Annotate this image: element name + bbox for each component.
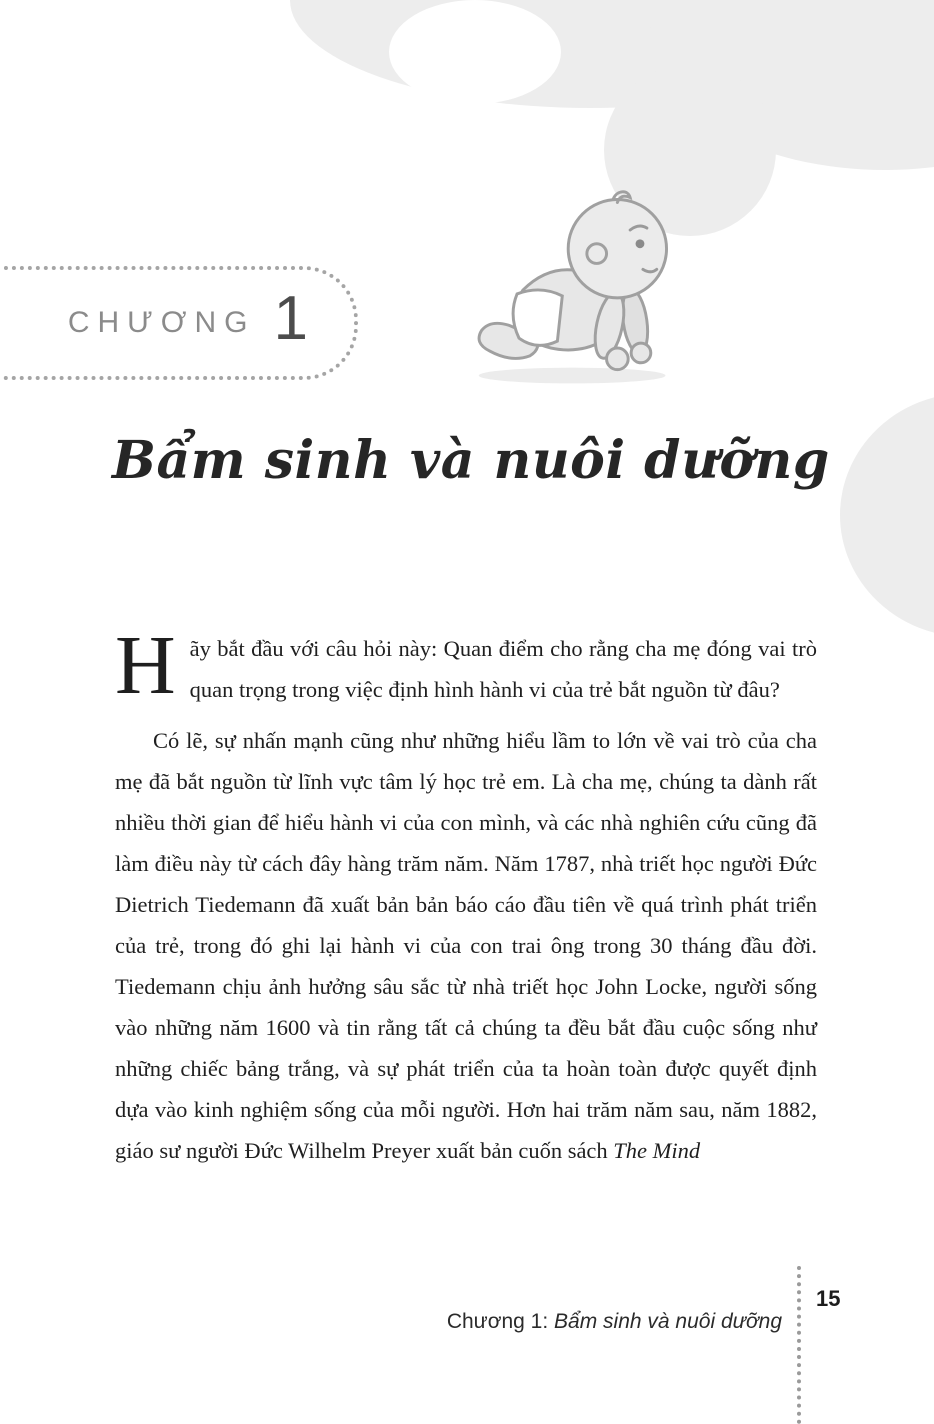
chapter-title: Bẩm sinh và nuôi dưỡng (112, 430, 830, 491)
paragraph-first (115, 619, 817, 712)
footer-chapter-title: Bẩm sinh và nuôi dưỡng (554, 1310, 782, 1333)
page-number: 15 (816, 1286, 841, 1311)
body-text (115, 619, 817, 1171)
drop-cap: H (115, 619, 176, 712)
paragraph-second (115, 720, 817, 1171)
footer-chapter-reference (435, 1286, 782, 1334)
chapter-badge (0, 266, 358, 380)
paragraph-first-text: ãy bắt đầu với câu hỏi này: Quan điểm cho rằng cha mẹ đóng vai trò quan trọng trong việc định hình hành vi của trẻ bắt nguồn từ đâu? (189, 636, 817, 702)
footer-dotted-divider (797, 1266, 801, 1424)
paragraph-second-text: Có lẽ, sự nhấn mạnh cũng như những hiểu lầm to lớn về vai trò của cha mẹ đã bắt nguồn từ lĩnh vực tâm lý học trẻ em. Là cha mẹ, chúng ta dành rất nhiều thời gian để hiểu hành vi của con mình, và các nhà nghiên cứu cũng đã làm điều này từ cách đây hàng trăm năm. Năm 1787, nhà triết học người Đức Dietrich Tiedemann đã xuất bản bản báo cáo đầu tiên về quá trình phát triển của trẻ, trong đó ghi lại hành vi của con trai ông trong 30 tháng đầu đời. Tiedemann chịu ảnh hưởng sâu sắc từ nhà triết học John Locke, người sống vào những năm 1600 và tin rằng tất cả chúng ta đều bắt đầu cuộc sống như những chiếc bảng trắng, và sự phát triển của ta hoàn toàn được quyết định dựa vào kinh nghiệm sống của mỗi người. Hơn hai trăm năm sau, năm 1882, giáo sư người Đức Wilhelm Preyer xuất bản cuốn sách (115, 728, 817, 1163)
chapter-number: 1 (273, 284, 308, 353)
footer-chapter-prefix: Chương 1: (446, 1310, 555, 1333)
baby-crawling-illustration (462, 190, 698, 390)
book-title-italic: The Mind (613, 1138, 701, 1163)
chapter-label: CHƯƠNG (67, 306, 256, 339)
